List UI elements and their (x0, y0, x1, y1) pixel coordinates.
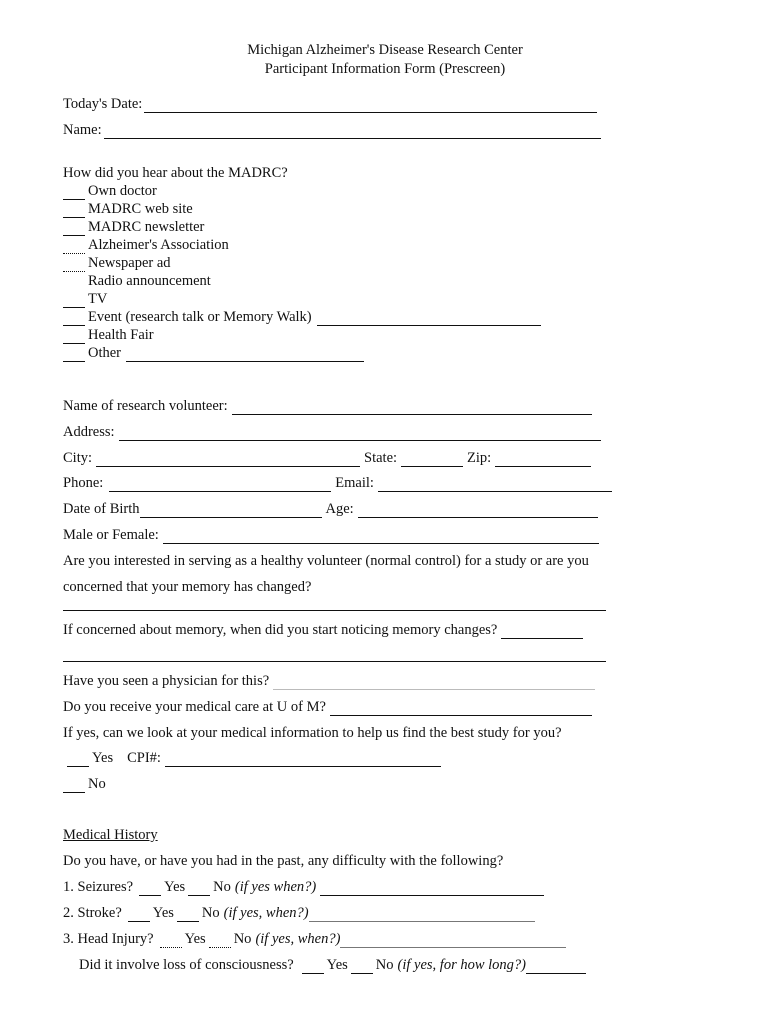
head-injury-no-blank[interactable] (209, 933, 231, 948)
state-field[interactable] (401, 452, 463, 467)
checkbox-blank[interactable] (63, 329, 85, 344)
head-injury-when-field[interactable] (340, 933, 566, 948)
seizures-when-field[interactable] (320, 881, 544, 896)
name-row (63, 122, 603, 139)
loc-no-blank[interactable] (351, 959, 373, 974)
option-health-fair[interactable]: Health Fair (63, 327, 154, 344)
todays-date-row (63, 96, 599, 113)
city-row: City: State: Zip: (63, 450, 593, 467)
option-web-site[interactable]: MADRC web site (63, 201, 193, 218)
physician-question-row: Have you seen a physician for this? (63, 673, 597, 690)
checkbox-blank[interactable] (63, 276, 85, 290)
checkbox-blank[interactable] (63, 203, 85, 218)
medical-intro: Do you have, or have you had in the past, any difficulty with the following? (63, 853, 504, 869)
stroke-when-field[interactable] (309, 907, 535, 922)
volunteer-name-row: Name of research volunteer: (63, 398, 594, 415)
records-question-row: If yes, can we look at your medical information to help us find the best study for you? (63, 725, 562, 741)
memory-question-row: If concerned about memory, when did you start noticing memory changes? (63, 622, 585, 639)
hear-about-question: How did you hear about the MADRC? (63, 165, 288, 181)
checkbox-blank[interactable] (63, 347, 85, 362)
physician-answer-field[interactable] (273, 675, 595, 690)
option-tv[interactable]: TV (63, 291, 107, 308)
records-yes-row: Yes CPI#: (67, 750, 443, 767)
option-alz-association[interactable]: Alzheimer's Association (63, 237, 229, 254)
loss-of-consciousness-row: Did it involve loss of consciousness? Yes No (if yes, for how long?) (79, 957, 588, 974)
sex-row: Male or Female: (63, 527, 601, 544)
event-detail-field[interactable] (317, 311, 541, 326)
checkbox-blank[interactable] (63, 311, 85, 326)
stroke-row: 2. Stroke? Yes No (if yes, when?) (63, 905, 537, 922)
memory-answer-field[interactable] (63, 661, 606, 662)
address-field[interactable] (119, 426, 601, 441)
zip-field[interactable] (495, 452, 591, 467)
interest-answer-field[interactable] (63, 610, 606, 611)
phone-row: Phone: Email: (63, 475, 614, 492)
name-field[interactable] (104, 124, 601, 139)
seizures-yes-blank[interactable] (139, 881, 161, 896)
cpi-field[interactable] (165, 752, 441, 767)
form-title: Participant Information Form (Prescreen) (264, 61, 506, 77)
stroke-yes-blank[interactable] (128, 907, 150, 922)
interest-question-line1: Are you interested in serving as a healthy volunteer (normal control) for a study or are you (63, 553, 589, 569)
um-question-row: Do you receive your medical care at U of M? (63, 699, 594, 716)
checkbox-blank[interactable] (63, 239, 85, 254)
checkbox-blank[interactable] (63, 257, 85, 272)
option-newspaper[interactable]: Newspaper ad (63, 255, 171, 272)
age-field[interactable] (358, 503, 598, 518)
no-blank[interactable] (63, 778, 85, 793)
option-event[interactable]: Event (research talk or Memory Walk) (63, 309, 543, 326)
phone-field[interactable] (109, 477, 331, 492)
todays-date-field[interactable] (144, 98, 597, 113)
volunteer-name-field[interactable] (232, 400, 592, 415)
seizures-no-blank[interactable] (188, 881, 210, 896)
option-radio[interactable]: Radio announcement (63, 273, 211, 290)
yes-blank[interactable] (67, 752, 89, 767)
option-other[interactable]: Other (63, 345, 366, 362)
memory-when-field[interactable] (501, 624, 583, 639)
um-answer-field[interactable] (330, 701, 592, 716)
address-row: Address: (63, 424, 603, 441)
other-detail-field[interactable] (126, 347, 364, 362)
medical-history-heading: Medical History (63, 827, 158, 843)
sex-field[interactable] (163, 529, 599, 544)
org-title: Michigan Alzheimer's Disease Research Center (247, 42, 523, 58)
checkbox-blank[interactable] (63, 185, 85, 200)
todays-date-label: Today's Date: (63, 96, 143, 112)
checkbox-blank[interactable] (63, 293, 85, 308)
dob-row: Date of Birth Age: (63, 501, 600, 518)
interest-question-line2: concerned that your memory has changed? (63, 579, 312, 595)
dob-field[interactable] (140, 503, 322, 518)
loc-duration-field[interactable] (526, 959, 586, 974)
city-field[interactable] (96, 452, 360, 467)
option-newsletter[interactable]: MADRC newsletter (63, 219, 204, 236)
stroke-no-blank[interactable] (177, 907, 199, 922)
email-field[interactable] (378, 477, 612, 492)
records-no-row: No (63, 776, 106, 793)
checkbox-blank[interactable] (63, 221, 85, 236)
head-injury-row: 3. Head Injury? Yes No (if yes, when?) (63, 931, 568, 948)
name-label: Name: (63, 122, 102, 138)
loc-yes-blank[interactable] (302, 959, 324, 974)
head-injury-yes-blank[interactable] (160, 933, 182, 948)
seizures-row: 1. Seizures? Yes No (if yes when?) (63, 879, 546, 896)
option-own-doctor[interactable]: Own doctor (63, 183, 157, 200)
